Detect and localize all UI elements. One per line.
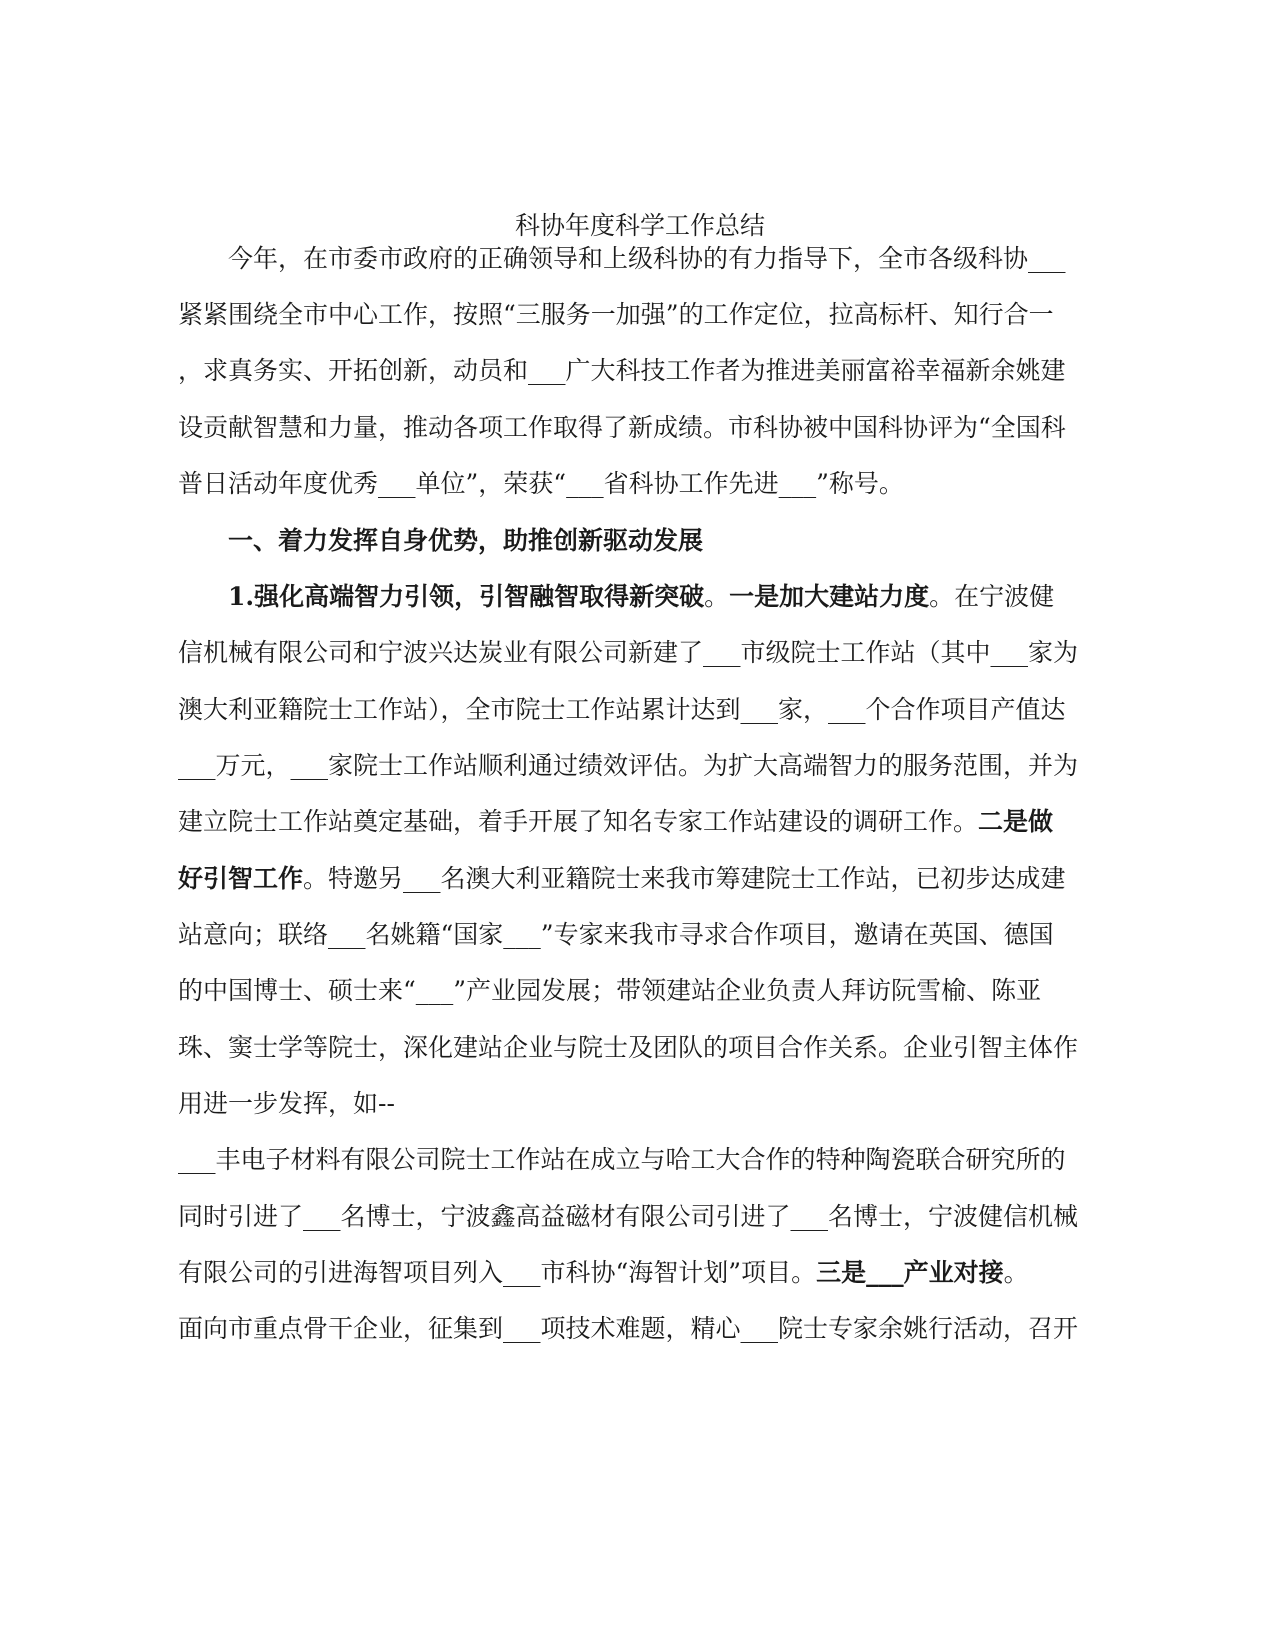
paragraph-line: 信机械有限公司和宁波兴达炭业有限公司新建了___市级院士工作站（其中___家为 bbox=[178, 638, 1079, 667]
subheading: 1.强化高端智力引领，引智融智取得新突破 bbox=[228, 582, 705, 611]
paragraph-line bbox=[178, 807, 1053, 837]
subheading: 二是做 bbox=[978, 807, 1054, 836]
text-run: 。特邀另___名澳大利亚籍院士来我市筹建院士工作站，已初步达成建 bbox=[303, 864, 1066, 893]
text-run: 建立院士工作站奠定基础，着手开展了知名专家工作站建设的调研工作。 bbox=[178, 807, 979, 836]
paragraph-line: 普日活动年度优秀___单位”，荣获“___省科协工作先进___”称号。 bbox=[178, 469, 904, 498]
paragraph-line: 珠、窦士学等院士，深化建站企业与院士及团队的项目合作关系。企业引智主体作 bbox=[178, 1033, 1079, 1062]
subheading: 好引智工作 bbox=[178, 864, 304, 893]
paragraph-line bbox=[228, 582, 1054, 612]
paragraph-line bbox=[178, 1258, 1029, 1288]
section-heading: 一、着力发挥自身优势，助推创新驱动发展 bbox=[228, 526, 704, 555]
paragraph-line: ___万元，___家院士工作站顺利通过绩效评估。为扩大高端智力的服务范围，并为 bbox=[178, 751, 1079, 780]
paragraph-line: 今年，在市委市政府的正确领导和上级科协的有力指导下，全市各级科协___ bbox=[228, 244, 1066, 273]
paragraph-line: 面向市重点骨干企业，征集到___项技术难题，精心___院士专家余姚行活动，召开 bbox=[178, 1314, 1079, 1343]
paragraph-line: 紧紧围绕全市中心工作，按照“三服务一加强”的工作定位，拉高标杆、知行合一 bbox=[178, 300, 1054, 329]
paragraph-line bbox=[178, 864, 1066, 894]
text-run: 。在宁波健 bbox=[929, 582, 1055, 611]
paragraph-line: 的中国博士、硕士来“___”产业园发展；带领建站企业负责人拜访阮雪榆、陈亚 bbox=[178, 976, 1042, 1005]
subheading: 一是加大建站力度 bbox=[729, 582, 930, 611]
paragraph-line: 设贡献智慧和力量，推动各项工作取得了新成绩。市科协被中国科协评为“全国科 bbox=[178, 413, 1066, 442]
document-title: 科协年度科学工作总结 bbox=[514, 211, 765, 240]
subheading: 三是___产业对接 bbox=[816, 1258, 1004, 1287]
text-run: 有限公司的引进海智项目列入___市科协“海智计划”项目。 bbox=[178, 1258, 817, 1287]
paragraph-line: 用进一步发挥，如-- bbox=[178, 1089, 395, 1118]
text-run: 。 bbox=[1003, 1258, 1029, 1287]
text-run: 。 bbox=[704, 582, 730, 611]
paragraph-line: 站意向；联络___名姚籍“国家___”专家来我市寻求合作项目，邀请在英国、德国 bbox=[178, 920, 1054, 949]
paragraph-line: ，求真务实、开拓创新，动员和___广大科技工作者为推进美丽富裕幸福新余姚建 bbox=[178, 356, 1066, 385]
paragraph-line: 同时引进了___名博士，宁波鑫高益磁材有限公司引进了___名博士，宁波健信机械 bbox=[178, 1202, 1079, 1231]
paragraph-line: ___丰电子材料有限公司院士工作站在成立与哈工大合作的特种陶瓷联合研究所的 bbox=[178, 1145, 1066, 1174]
paragraph-line: 澳大利亚籍院士工作站），全市院士工作站累计达到___家，___个合作项目产值达 bbox=[178, 695, 1066, 724]
